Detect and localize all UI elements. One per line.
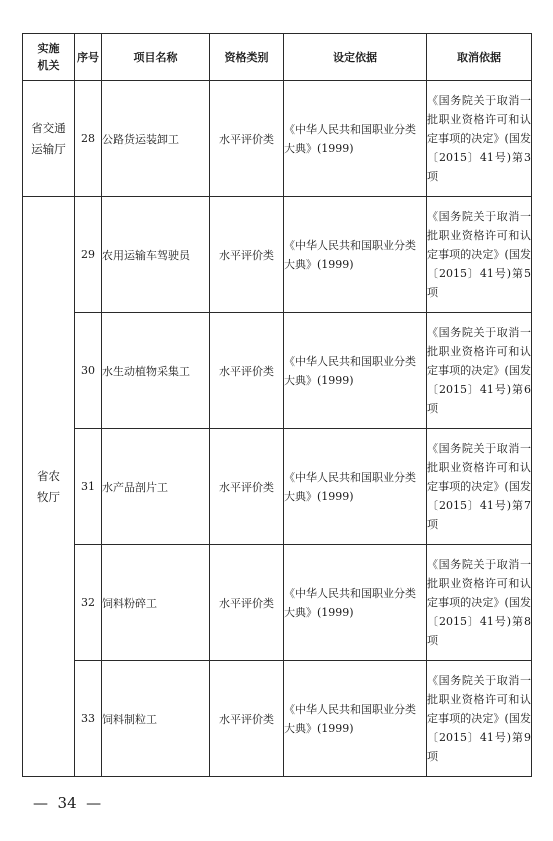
project-name-cell: 水产品剖片工 bbox=[102, 429, 210, 545]
header-type: 资格类别 bbox=[210, 34, 284, 81]
header-seq: 序号 bbox=[75, 34, 102, 81]
seq-cell: 30 bbox=[75, 313, 102, 429]
cancel-basis-cell: 《国务院关于取消一批职业资格许可和认定事项的决定》(国发〔2015〕41号)第6项 bbox=[427, 313, 532, 429]
table-row bbox=[23, 313, 532, 429]
table-header-row bbox=[23, 34, 532, 81]
qualification-type-cell: 水平评价类 bbox=[210, 545, 284, 661]
page-number: — 34 — bbox=[33, 794, 102, 812]
cancel-basis-cell: 《国务院关于取消一批职业资格许可和认定事项的决定》(国发〔2015〕41号)第3项 bbox=[427, 81, 532, 197]
seq-cell: 32 bbox=[75, 545, 102, 661]
cancel-basis-cell: 《国务院关于取消一批职业资格许可和认定事项的决定》(国发〔2015〕41号)第7项 bbox=[427, 429, 532, 545]
basis-cell: 《中华人民共和国职业分类大典》(1999) bbox=[284, 429, 427, 545]
basis-cell: 《中华人民共和国职业分类大典》(1999) bbox=[284, 197, 427, 313]
qualification-type-cell: 水平评价类 bbox=[210, 197, 284, 313]
project-name-cell: 农用运输车驾驶员 bbox=[102, 197, 210, 313]
cancel-basis-cell: 《国务院关于取消一批职业资格许可和认定事项的决定》(国发〔2015〕41号)第8项 bbox=[427, 545, 532, 661]
project-name-cell: 公路货运装卸工 bbox=[102, 81, 210, 197]
project-name-cell: 水生动植物采集工 bbox=[102, 313, 210, 429]
basis-cell: 《中华人民共和国职业分类大典》(1999) bbox=[284, 661, 427, 777]
project-name-cell: 饲料制粒工 bbox=[102, 661, 210, 777]
seq-cell: 31 bbox=[75, 429, 102, 545]
table-row bbox=[23, 661, 532, 777]
basis-cell: 《中华人民共和国职业分类大典》(1999) bbox=[284, 313, 427, 429]
project-name-cell: 饲料粉碎工 bbox=[102, 545, 210, 661]
header-dept: 实施 机关 bbox=[23, 34, 75, 81]
table-row bbox=[23, 81, 532, 197]
seq-cell: 28 bbox=[75, 81, 102, 197]
dept-cell: 省农 牧厅 bbox=[23, 197, 75, 777]
table-row bbox=[23, 197, 532, 313]
table-row bbox=[23, 545, 532, 661]
table-row bbox=[23, 429, 532, 545]
basis-cell: 《中华人民共和国职业分类大典》(1999) bbox=[284, 545, 427, 661]
dept-cell: 省交通 运输厅 bbox=[23, 81, 75, 197]
cancel-basis-cell: 《国务院关于取消一批职业资格许可和认定事项的决定》(国发〔2015〕41号)第5项 bbox=[427, 197, 532, 313]
seq-cell: 29 bbox=[75, 197, 102, 313]
document-page bbox=[22, 33, 531, 778]
seq-cell: 33 bbox=[75, 661, 102, 777]
header-cancel: 取消依据 bbox=[427, 34, 532, 81]
qualification-table bbox=[22, 33, 532, 777]
cancel-basis-cell: 《国务院关于取消一批职业资格许可和认定事项的决定》(国发〔2015〕41号)第9项 bbox=[427, 661, 532, 777]
qualification-type-cell: 水平评价类 bbox=[210, 429, 284, 545]
qualification-type-cell: 水平评价类 bbox=[210, 661, 284, 777]
qualification-type-cell: 水平评价类 bbox=[210, 81, 284, 197]
qualification-type-cell: 水平评价类 bbox=[210, 313, 284, 429]
header-name: 项目名称 bbox=[102, 34, 210, 81]
basis-cell: 《中华人民共和国职业分类大典》(1999) bbox=[284, 81, 427, 197]
header-basis: 设定依据 bbox=[284, 34, 427, 81]
